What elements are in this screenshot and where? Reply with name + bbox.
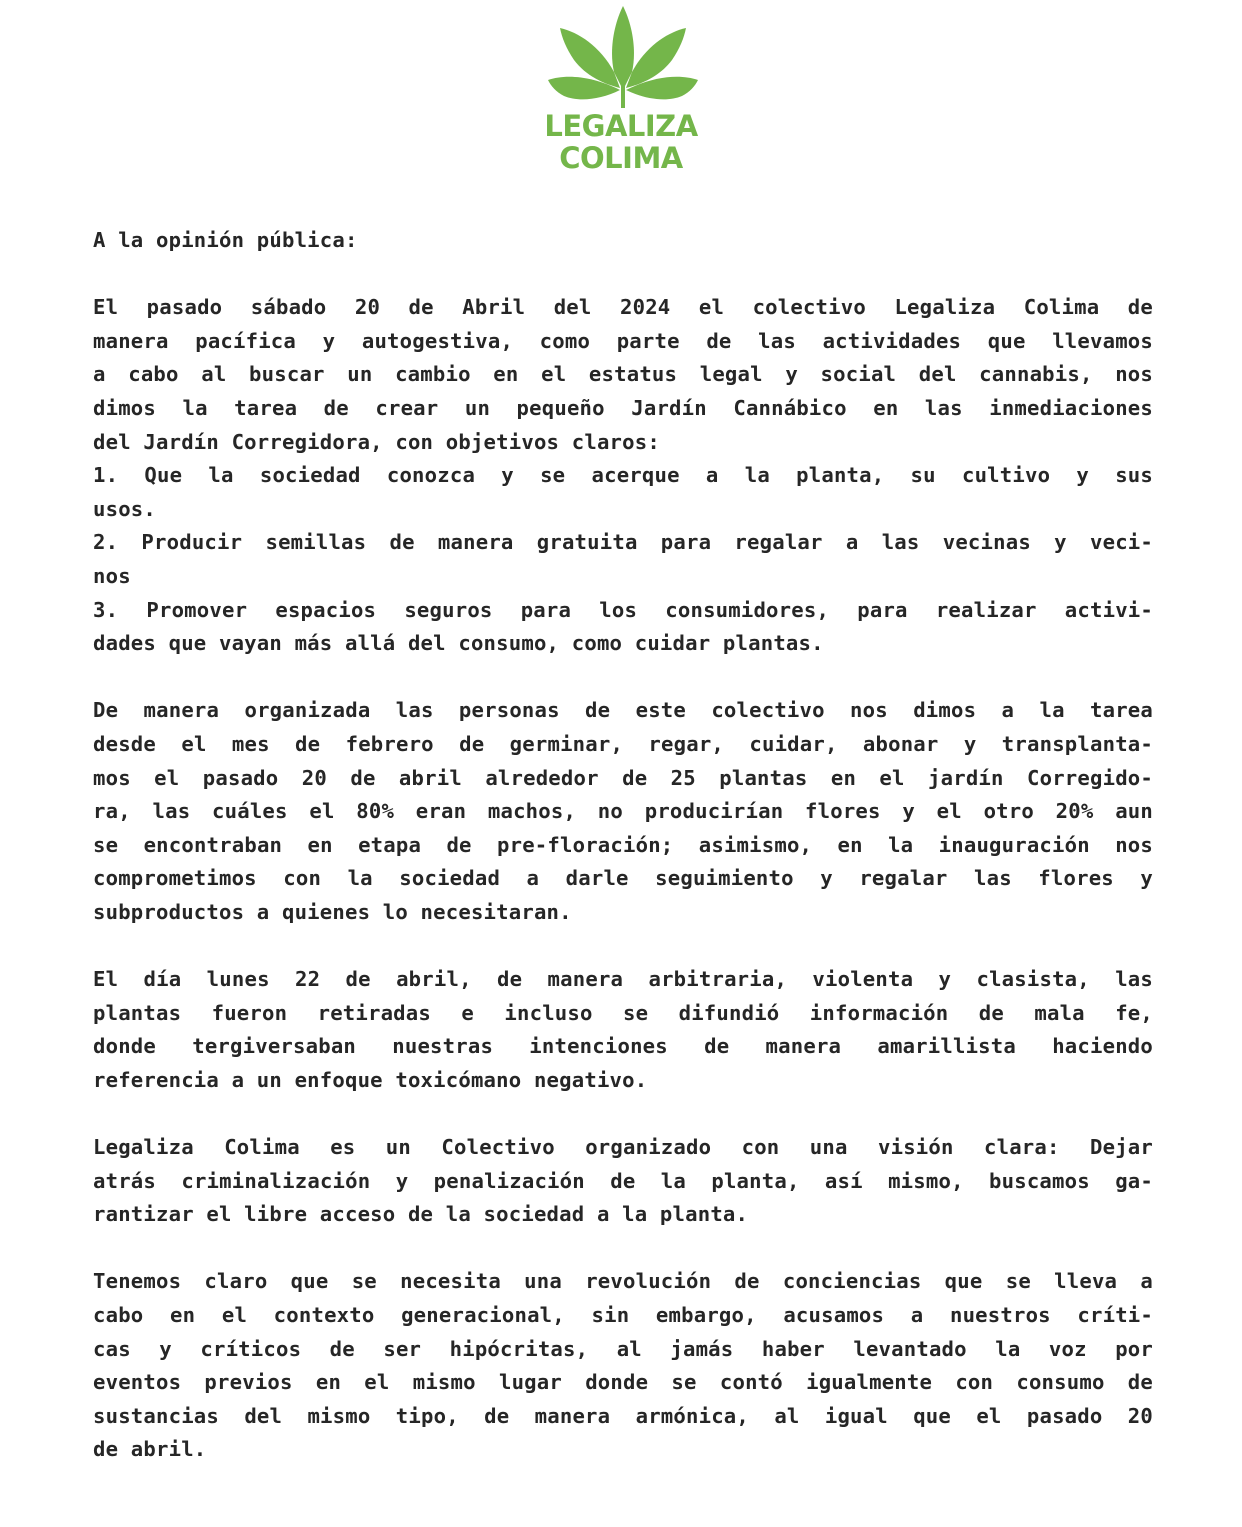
text-line: mos el pasado 20 de abril alrededor de 25 plantas en el jardín Corregido-	[93, 765, 1153, 790]
cannabis-leaf-icon	[548, 6, 698, 108]
text-line: rantizar el libre acceso de la sociedad a la planta.	[93, 1202, 749, 1227]
text-line: eventos previos en el mismo lugar donde se contó igualmente con consumo de	[93, 1370, 1153, 1395]
logo	[0, 0, 1242, 185]
letter-body	[93, 224, 1153, 1501]
text-line: subproductos a quienes lo necesitaran.	[93, 899, 572, 924]
text-line: sustancias del mismo tipo, de manera armónica, al igual que el pasado 20	[93, 1403, 1153, 1428]
text-line: donde tergiversaban nuestras intenciones de manera amarillista haciendo	[93, 1034, 1153, 1059]
text-line: del Jardín Corregidora, con objetivos claros:	[93, 429, 660, 454]
list-item-1: 1. Que la sociedad conozca y se acerque a la planta, su cultivo y sus	[93, 463, 1153, 488]
paragraph-removal	[93, 963, 1153, 1097]
paragraph-event	[93, 291, 1153, 661]
list-item-2: 2. Producir semillas de manera gratuita para regalar a las vecinas y veci-	[93, 530, 1153, 555]
list-item-3: 3. Promover espacios seguros para los consumidores, para realizar activi-	[93, 597, 1153, 622]
text-line: Legaliza Colima es un Colectivo organizado con una visión clara: Dejar	[93, 1135, 1153, 1160]
text-line: nos	[93, 563, 131, 588]
text-line: referencia a un enfoque toxicómano negativo.	[93, 1067, 648, 1092]
text-line: comprometimos con la sociedad a darle seguimiento y regalar las flores y	[93, 866, 1153, 891]
text-line: Tenemos claro que se necesita una revolución de conciencias que se lleva a	[93, 1269, 1153, 1294]
text-line: El pasado sábado 20 de Abril del 2024 el colectivo Legaliza Colima de	[93, 295, 1153, 320]
text-line: dades que vayan más allá del consumo, como cuidar plantas.	[93, 631, 824, 656]
text-line: usos.	[93, 496, 156, 521]
paragraph-organization	[93, 694, 1153, 929]
text-line: se encontraban en etapa de pre-floración; asimismo, en la inauguración nos	[93, 832, 1153, 857]
text-line: atrás criminalización y penalización de la planta, así mismo, buscamos ga-	[93, 1168, 1153, 1193]
logo-text-line1: LEGALIZA	[544, 109, 698, 143]
greeting	[93, 224, 1153, 258]
text-line: plantas fueron retiradas e incluso se difundió información de mala fe,	[93, 1000, 1153, 1025]
text-line: de abril.	[93, 1437, 207, 1462]
text-line: El día lunes 22 de abril, de manera arbitraria, violenta y clasista, las	[93, 967, 1153, 992]
paragraph-conclusion	[93, 1265, 1153, 1467]
text-line: cas y críticos de ser hipócritas, al jamás haber levantado la voz por	[93, 1336, 1153, 1361]
text-line: desde el mes de febrero de germinar, regar, cuidar, abonar y transplanta-	[93, 731, 1153, 756]
text-line: A la opinión pública:	[93, 228, 358, 252]
logo-text-line2: COLIMA	[559, 141, 683, 175]
paragraph-vision	[93, 1131, 1153, 1232]
text-line: cabo en el contexto generacional, sin embargo, acusamos a nuestros críti-	[93, 1303, 1153, 1327]
text-line: ra, las cuáles el 80% eran machos, no producirían flores y el otro 20% aun	[93, 799, 1153, 824]
text-line: De manera organizada las personas de este colectivo nos dimos a la tarea	[93, 698, 1153, 723]
text-line: manera pacífica y autogestiva, como parte de las actividades que llevamos	[93, 328, 1153, 353]
text-line: dimos la tarea de crear un pequeño Jardín Cannábico en las inmediaciones	[93, 395, 1153, 420]
text-line: a cabo al buscar un cambio en el estatus legal y social del cannabis, nos	[93, 362, 1153, 387]
